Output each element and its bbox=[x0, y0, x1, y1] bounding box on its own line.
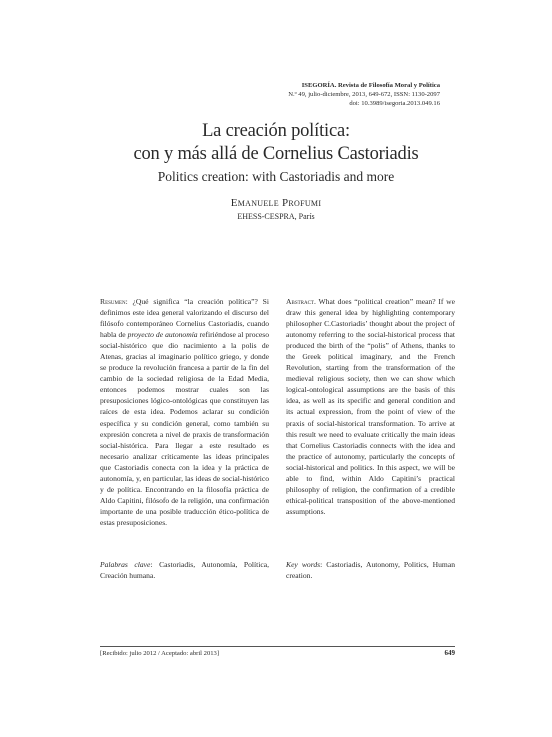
author-affiliation: EHESS-CESPRA, París bbox=[237, 212, 315, 221]
journal-issue: N.º 49, julio-diciembre, 2013, 649-672, ISSN: 1130-2097 bbox=[288, 91, 440, 98]
abstract-block bbox=[286, 296, 455, 517]
keywords-es bbox=[100, 559, 269, 581]
author-name: Emanuele Profumi bbox=[230, 197, 322, 209]
resumen-block bbox=[100, 296, 269, 528]
article-title-line-1: La creación política: bbox=[202, 121, 350, 141]
keywords-es-label: Palabras clave bbox=[100, 560, 151, 569]
keywords-en bbox=[286, 559, 455, 581]
title-block bbox=[0, 120, 552, 185]
journal-name: ISEGORÍA. Revista de Filosofía Moral y Política bbox=[301, 82, 440, 89]
page-number: 649 bbox=[444, 649, 455, 657]
article-subtitle: Politics creation: with Castoriadis and more bbox=[157, 169, 395, 184]
resumen-label: Resumen bbox=[100, 297, 126, 306]
keywords-en-label: Key words bbox=[286, 560, 321, 569]
resumen-lead: : ¿Qué significa “la creación política”? Si definimos este idea general valorizando el discurso del filósofo contemporáneo Cornelius Castoriadis, cuando habla de bbox=[100, 297, 269, 340]
article-title-line-2: con y más allá de Cornelius Castoriadis bbox=[133, 144, 419, 164]
abstract-label: Abstract bbox=[286, 297, 314, 306]
keywords-en-text: : Castoriadis, Autonomy, Politics, Human creation. bbox=[286, 560, 455, 581]
abstract-text: . What does “political creation” mean? If we draw this general idea by highlighting contemporary philosopher C.Castoriadis’ thought about the project of autonomy referring to the social-historical process that produced the birth of the “polis” of Athens, thanks to the Greek political imaginary, and the French Revolution, starting from the transformation of the medieval religious society, then we can show which logical-ontological assumptions are the basis of this idea, as well as its specific and general condition and its actual expression, from the point of view of the praxis of social-historical transformation. To arrive at this result we need to evaluate critically the main ideas that Cornelius Castoriadis connects with the idea and the practice of autonomy, particularly the concepts of social-historical and politics. In this aspect, we will be able to find, within Aldo Capitini’s practical philosophy of religion, the confirmation of a credible ethical-political transposition of the above-mentioned assumptions. bbox=[286, 297, 455, 516]
footer-dates: [Recibido: julio 2012 / Aceptado: abril 2013] bbox=[100, 650, 220, 657]
keywords-es-text: : Castoriadis, Autonomía, Política, Creación humana. bbox=[100, 560, 269, 581]
journal-header bbox=[288, 81, 440, 108]
journal-doi: doi: 10.3989/isegoria.2013.049.16 bbox=[349, 100, 440, 107]
resumen-text: refiriéndose al proceso social-histórico que dio nacimiento a la polis de Atenas, gracias al imaginario político griego, y donde se produce la revolución francesa a partir de la fin del cambio de la sociedad religiosa de la Edad Media, entonces podemos mostrar cuales son las presuposiciones lógico-ontológicas que constituyen las raíces de esta idea. Podemos aclarar su condición específica y su condición general, como también su expresión concreta a nivel de praxis de transformación social-histórica. Para llegar a este resultado es necesario analizar críticamente las ideas principales que Castoriadis conecta con la idea y la práctica de autonomía, y, en particular, las ideas de social-histórico y de política. Encontrando en la filosofía práctica de Aldo Capitini, filósofo de la religión, una confirmación importante de una posible traducción ético-política de estas presuposiciones. bbox=[100, 330, 269, 527]
resumen-italic: proyecto de autonomía bbox=[127, 330, 198, 340]
footer-divider bbox=[100, 646, 455, 647]
